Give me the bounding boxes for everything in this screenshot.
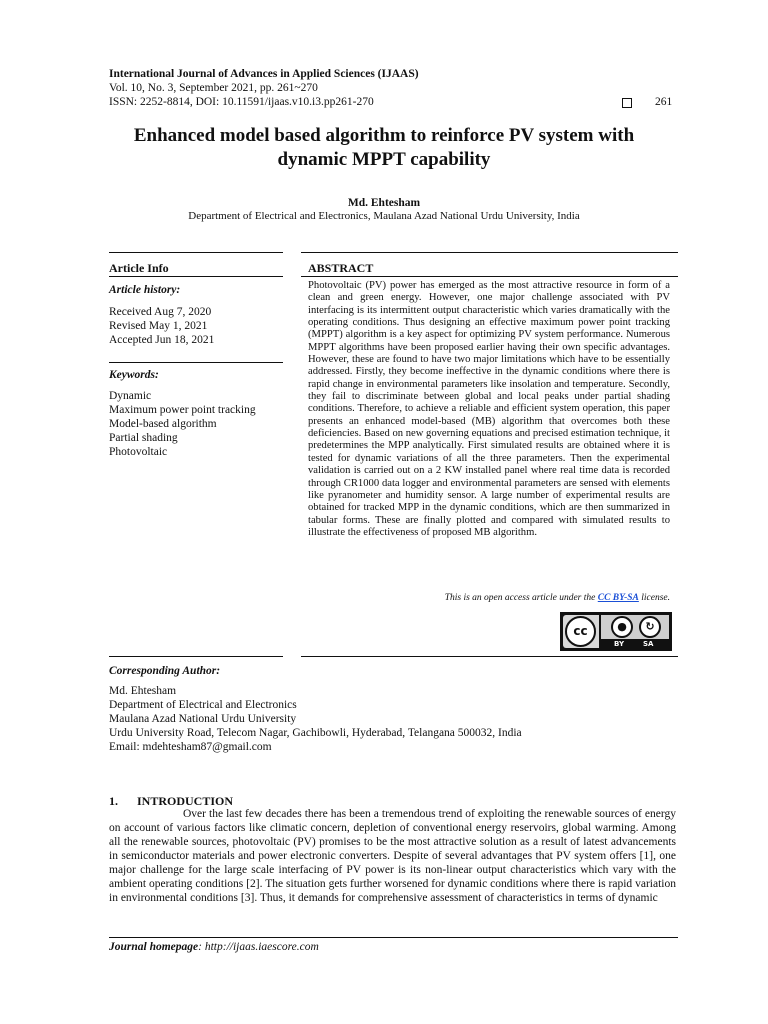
cc-by-sa-link[interactable]: CC BY-SA [597, 593, 639, 603]
article-info-bottom-rule [109, 656, 283, 657]
corresponding-address: Urdu University Road, Telecom Nagar, Gachibowli, Hyderabad, Telangana 500032, India [109, 727, 522, 739]
square-icon [622, 98, 632, 108]
share-alike-icon: ↻ [639, 616, 661, 638]
abstract-top-rule [301, 252, 678, 253]
journal-homepage [109, 941, 319, 953]
by-label: BY [614, 640, 625, 648]
keyword-item: Dynamic [109, 390, 152, 402]
footer-rule [109, 937, 678, 938]
volume-info: Vol. 10, No. 3, September 2021, pp. 261~270 [109, 82, 318, 94]
abstract-heading: ABSTRACT [308, 261, 374, 275]
homepage-url[interactable]: : http://ijaas.iaescore.com [198, 941, 319, 953]
abstract-heading-rule [301, 276, 678, 277]
keyword-item: Maximum power point tracking [109, 404, 256, 416]
title-line-1: Enhanced model based algorithm to reinforce PV system with [133, 125, 635, 146]
journal-name: International Journal of Advances in Applied Sciences (IJAAS) [109, 68, 419, 80]
keyword-item: Photovoltaic [109, 446, 168, 458]
corresponding-department: Department of Electrical and Electronics [109, 699, 297, 711]
sa-label: SA [643, 640, 654, 648]
article-info-heading-rule [109, 276, 283, 277]
license-suffix: license. [638, 593, 670, 603]
keywords-rule [109, 362, 283, 363]
cc-by-sa-badge[interactable] [560, 612, 672, 651]
attribution-icon: ● [611, 616, 633, 638]
corresponding-university: Maulana Azad National Urdu University [109, 713, 297, 725]
author-affiliation: Department of Electrical and Electronics, Maulana Azad National Urdu University, India [188, 210, 580, 222]
paper-title [80, 124, 688, 172]
corresponding-email: Email: mdehtesham87@gmail.com [109, 741, 272, 753]
homepage-label: Journal homepage [109, 941, 199, 953]
corresponding-name: Md. Ehtesham [109, 685, 177, 697]
article-info-heading: Article Info [109, 261, 169, 275]
keywords-heading: Keywords: [109, 369, 159, 381]
article-history-list [109, 305, 214, 347]
article-info-top-rule [109, 252, 283, 253]
keywords-list [109, 389, 256, 459]
section-title: INTRODUCTION [137, 794, 234, 808]
author-name: Md. Ehtesham [347, 197, 421, 209]
license-prefix: This is an open access article under the [444, 593, 598, 603]
open-access-notice [300, 593, 670, 603]
page-number: 261 [655, 96, 673, 108]
corresponding-author-details [109, 684, 522, 754]
section-number: 1. [109, 794, 118, 808]
introduction-paragraph [109, 807, 676, 905]
corresponding-author-heading: Corresponding Author: [109, 665, 221, 677]
article-history-heading: Article history: [109, 284, 181, 296]
creative-commons-icon: cc [565, 616, 596, 647]
abstract-bottom-rule [301, 656, 678, 657]
history-revised: Revised May 1, 2021 [109, 320, 208, 332]
introduction-text: Over the last few decades there has been a tremendous trend of exploiting the renewable sources of energy on account of various factors like climatic concern, depletion of conventional energy reservoirs, global warming. Among all the renewable sources, photovoltaic (PV) promises to be the most attractive solution as a result of latest advancements in semiconductor materials and power electronic converters. Despite of several advantages that PV system offers [1], one major challenge for the large scale interfacing of PV power is its non-linear output characteristics which vary with the ambient operating conditions [2]. The situation gets further worsened for dynamic conditions where there is rapid variation in environmental conditions [3]. Thus, it demands for comprehensive assessment of characteristics in terms of dynamic [109, 808, 676, 905]
abstract-text: Photovoltaic (PV) power has emerged as the most attractive resource in form of a clean and green energy. However, one major challenge associated with PV interfacing is its intermittent output characteristic which varies dramatically with the operating conditions. Thus designing an effective maximum power point tracking (MPPT) algorithm is a key aspect for optimizing PV system performance. Numerous MPPT algorithms have been proposed earlier having their own specific advantages. However, these are found to have two major limitations which have to be essentially addressed. Firstly, they become ineffective in the dynamic conditions where there is rapid change in environmental parameters like insolation and temperature. Secondly, they fail to discriminate between global and local peaks under partial shading conditions. Therefore, to achieve a reliable and efficient system operation, this paper presents an enhanced model-based (MB) algorithm that overcomes both these deficiencies. Based on new governing equations and precised estimation technique, it predetermines the MPP analytically. First simulated results are obtained where it is tested for dynamic variations of all the three parameters. Then the experimental validation is carried out on a 2 KW installed panel where real time data is recorded through CR1000 data logger and environmental parameters are sensed with elements like pyranometer and humidity sensor. A large number of experimental results are obtained for tracked MPP in the dynamic conditions, which are then summarized in tabular forms. These are finally plotted and compared with simulated results to illustrate the effectiveness of proposed MB algorithm. [308, 280, 670, 538]
history-accepted: Accepted Jun 18, 2021 [109, 334, 215, 346]
issn-doi: ISSN: 2252-8814, DOI: 10.11591/ijaas.v10.i3.pp261-270 [109, 96, 374, 108]
keyword-item: Partial shading [109, 432, 178, 444]
history-received: Received Aug 7, 2020 [109, 306, 212, 318]
title-line-2: dynamic MPPT capability [277, 149, 491, 170]
keyword-item: Model-based algorithm [109, 418, 217, 430]
